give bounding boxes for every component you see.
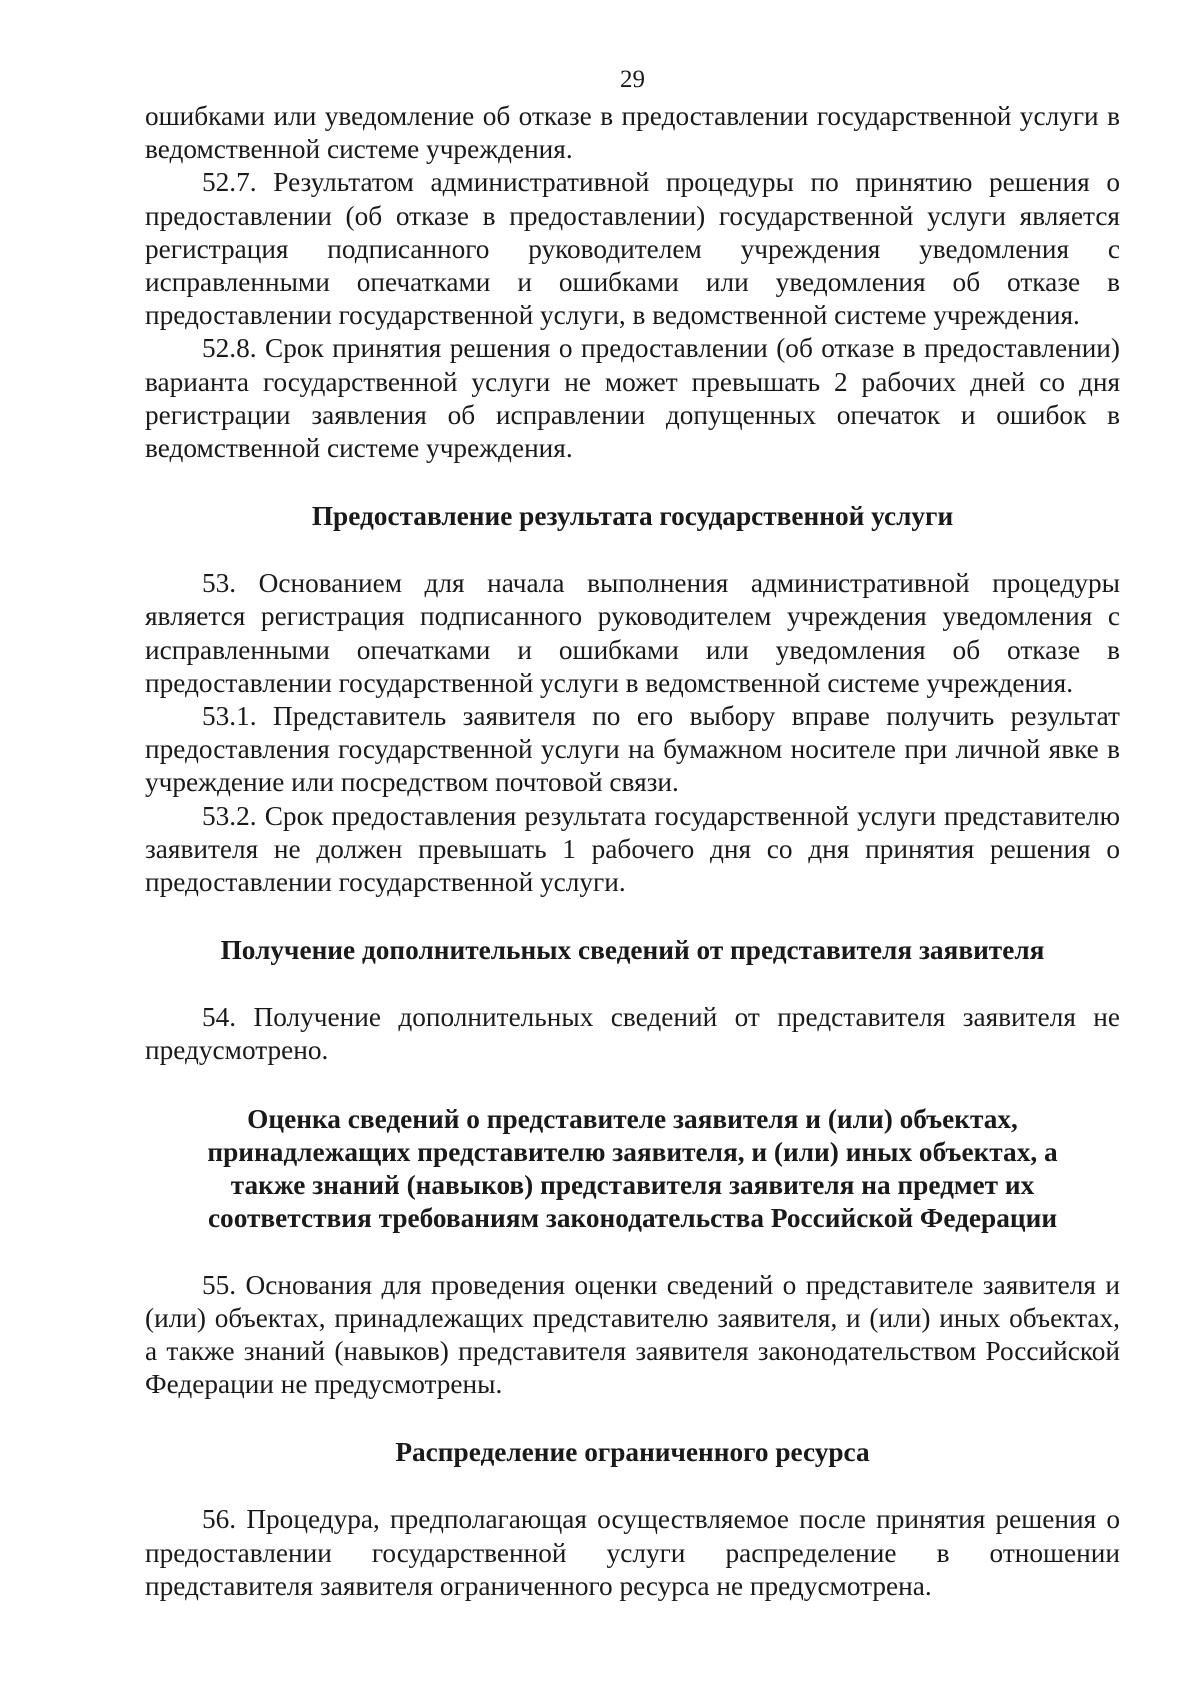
paragraph-continuation: ошибками или уведомление об отказе в предоставлении государственной услуги в ведомственной системе учреждения. — [145, 101, 1120, 165]
paragraph-56: 56. Процедура, предполагающая осуществляемое после принятия решения о предоставлении государственной услуги распределение в отношении представителя заявителя ограниченного ресурса не предусмотрена. — [145, 1504, 1120, 1601]
section-heading-result-provision: Предоставление результата государственной услуги — [311, 501, 954, 532]
paragraph-54: 54. Получение дополнительных сведений от представителя заявителя не предусмотрено. — [145, 1002, 1120, 1066]
section-heading-additional-info: Получение дополнительных сведений от представителя заявителя — [220, 935, 1045, 966]
paragraph-53-2: 53.2. Срок предоставления результата государственной услуги представителю заявителя не должен превышать 1 рабочего дня со дня принятия решения о предоставлении государственной услуги. — [145, 800, 1120, 898]
paragraph-53-1: 53.1. Представитель заявителя по его выбору вправе получить результат предоставления государственной услуги на бумажном носителе при личной явке в учреждение или посредством почтовой связи. — [145, 701, 1120, 798]
section-heading-resource-distribution: Распределение ограниченного ресурса — [395, 1437, 870, 1468]
paragraph-55: 55. Основания для проведения оценки сведений о представителе заявителя и (или) объектах, принадлежащих представителю заявителя, и (или) иных объектах, а также знаний (навыков) представителя заявителя законодательством Российской Федерации не предусмотрены. — [145, 1269, 1120, 1400]
paragraph-52-7: 52.7. Результатом административной процедуры по принятию решения о предоставлении (об отказе в предоставлении) государственной услуги является регистрация подписанного руководителем учреждения уведомления с исправленными опечатками и ошибками или уведомления об отказе в предоставлении государственной услуги, в ведомственной системе учреждения. — [145, 167, 1120, 331]
paragraph-53: 53. Основанием для начала выполнения административной процедуры является регистрация подписанного руководителем учреждения уведомления с исправленными опечатками и ошибками или уведомления об отказе в предоставлении государственной услуги в ведомственной системе учреждения. — [145, 568, 1120, 698]
section-heading-assessment: Оценка сведений о представителе заявителя и (или) объектах, принадлежащих представителю заявителя, и (или) иных объектах, а также знаний (навыков) представителя заявителя на предмет их соответствия требованиям законодательства Российской Федерации — [207, 1103, 1058, 1233]
page-number: 29 — [620, 66, 645, 93]
paragraph-52-8: 52.8. Срок принятия решения о предоставлении (об отказе в предоставлении) варианта государственной услуги не может превышать 2 рабочих дней со дня регистрации заявления об исправлении допущенных опечаток и ошибок в ведомственной системе учреждения. — [145, 333, 1120, 464]
document-page — [145, 64, 1120, 1603]
